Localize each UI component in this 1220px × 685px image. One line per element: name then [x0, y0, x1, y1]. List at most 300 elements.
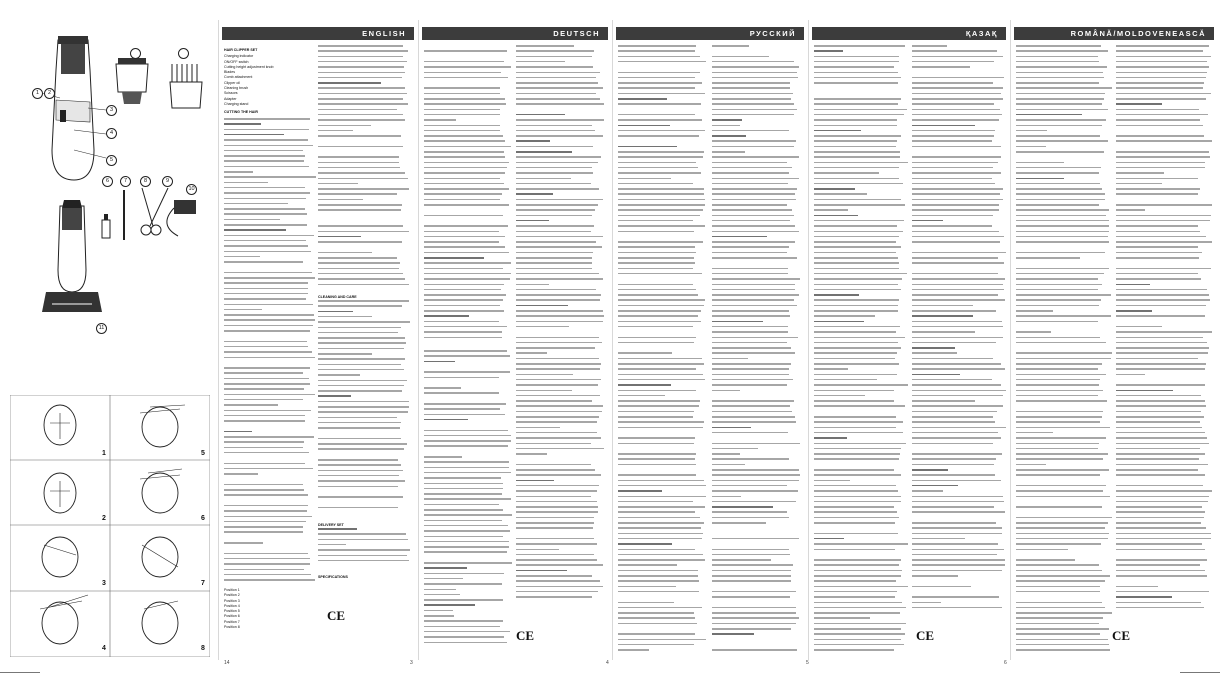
small-print-line [1116, 268, 1211, 270]
small-print-line [712, 109, 797, 111]
language-label: DEUTSCH [553, 29, 600, 38]
small-print-line [1116, 278, 1201, 280]
small-print-line [318, 411, 408, 413]
small-print-line [424, 467, 509, 469]
small-print-line [318, 82, 381, 84]
small-print-line [1116, 405, 1206, 407]
small-print-line [318, 146, 403, 148]
small-print-line [712, 443, 800, 445]
small-print-line [1016, 135, 1100, 137]
small-print-line [618, 416, 693, 418]
small-print-line [912, 352, 957, 354]
small-print-line [1016, 252, 1105, 254]
small-print-line [912, 98, 1003, 100]
small-print-line [814, 103, 898, 105]
section-heading: CUTTING THE HAIR [224, 110, 258, 115]
small-print-line [814, 241, 896, 243]
small-print-line [1016, 559, 1075, 561]
small-print-line [1116, 506, 1202, 508]
small-print-line [424, 620, 503, 622]
small-print-line [1016, 225, 1109, 227]
small-print-line [318, 162, 399, 164]
small-print-line [814, 125, 897, 127]
small-print-line [814, 146, 896, 148]
small-print-line [1016, 146, 1046, 148]
small-print-line [424, 172, 505, 174]
small-print-line [712, 77, 798, 79]
small-print-line [516, 496, 591, 498]
callout-6: 6 [102, 176, 113, 187]
small-print-line [912, 109, 1000, 111]
small-print-line [424, 241, 499, 243]
small-print-line [1116, 496, 1209, 498]
small-print-line [224, 198, 306, 200]
small-print-line [224, 330, 310, 332]
small-print-line [318, 507, 398, 509]
small-print-line [424, 371, 510, 373]
small-print-line [1016, 485, 1106, 487]
small-print-line [618, 485, 706, 487]
small-print-line [1016, 538, 1108, 540]
small-print-line [1116, 310, 1152, 312]
small-print-line [814, 72, 898, 74]
small-print-line [814, 299, 899, 301]
small-print-line [1016, 644, 1109, 646]
small-print-line [618, 342, 694, 344]
small-print-line [618, 82, 702, 84]
small-print-line [912, 538, 965, 540]
small-print-line [224, 145, 313, 147]
small-print-line [1116, 178, 1198, 180]
step-number-8: 8 [201, 645, 205, 652]
small-print-line [912, 273, 998, 275]
small-print-line [618, 623, 697, 625]
small-print-line [424, 114, 500, 116]
small-print-line [712, 236, 767, 238]
small-print-line [1016, 93, 1105, 95]
small-print-line [1016, 400, 1107, 402]
small-print-line [224, 351, 312, 353]
ce-mark: CE [1112, 628, 1131, 643]
small-print-line [224, 489, 304, 491]
small-print-line [814, 61, 899, 63]
panel-divider [218, 20, 219, 660]
small-print-line [814, 469, 894, 471]
small-print-line [1116, 591, 1209, 593]
small-print-line [618, 310, 701, 312]
small-print-line [318, 278, 405, 280]
small-print-line [516, 564, 603, 566]
small-print-line [424, 488, 503, 490]
small-print-line [424, 289, 501, 291]
small-print-line [1116, 448, 1200, 450]
small-print-line [1016, 331, 1051, 333]
small-print-line [516, 66, 593, 68]
small-print-line [1016, 379, 1100, 381]
small-print-line [516, 77, 596, 79]
setting-item: Position 1 [224, 588, 240, 592]
small-print-line [516, 225, 594, 227]
small-print-line [712, 114, 794, 116]
small-print-line [424, 98, 505, 100]
small-print-line [712, 220, 790, 222]
small-print-line [618, 220, 693, 222]
small-print-line [712, 570, 791, 572]
small-print-line [814, 209, 848, 211]
small-print-line [814, 162, 908, 164]
english-settings-list [224, 588, 316, 630]
small-print-line [618, 384, 671, 386]
small-print-line [516, 554, 594, 556]
small-print-line [912, 337, 1003, 339]
small-print-line [318, 385, 404, 387]
small-print-line [516, 421, 597, 423]
small-print-line [814, 342, 898, 344]
small-print-line [516, 178, 571, 180]
small-print-line [1016, 337, 1100, 339]
small-print-line [516, 321, 603, 323]
small-print-line [814, 564, 899, 566]
small-print-line [912, 405, 1003, 407]
small-print-line [618, 639, 706, 641]
small-print-line [424, 61, 504, 63]
small-print-line [712, 384, 787, 386]
small-print-line [912, 496, 1003, 498]
small-print-line [516, 549, 559, 551]
setting-item: Position 6 [224, 614, 240, 619]
small-print-line [224, 510, 307, 512]
small-print-line [424, 215, 503, 217]
small-print-line [1116, 570, 1205, 572]
small-print-line [912, 326, 1003, 328]
small-print-line [712, 204, 787, 206]
small-print-line [224, 203, 288, 205]
component-item: Clipper oil [224, 80, 240, 85]
small-print-line [424, 315, 469, 317]
small-print-line [712, 358, 748, 360]
small-print-line [318, 448, 404, 450]
small-print-line [516, 379, 601, 381]
small-print-line [424, 294, 506, 296]
small-print-line [516, 87, 603, 89]
small-print-line [912, 506, 994, 508]
small-print-line [318, 353, 372, 355]
small-print-line [224, 388, 304, 390]
small-print-line [1116, 50, 1203, 52]
small-print-line [912, 162, 998, 164]
small-print-line [618, 543, 672, 545]
small-print-line [712, 390, 740, 392]
small-print-line [224, 182, 268, 184]
callout-5: 5 [106, 155, 117, 166]
small-print-line [1116, 358, 1198, 360]
small-print-line [224, 431, 252, 433]
small-print-line [516, 252, 593, 254]
small-print-line [912, 225, 992, 227]
small-print-line [516, 543, 597, 545]
small-print-line [224, 118, 310, 120]
small-print-line [912, 464, 994, 466]
section-heading: CLEANING AND CARE [318, 295, 357, 299]
small-print-line [424, 636, 504, 638]
small-print-line [912, 458, 996, 460]
small-print-line [712, 156, 799, 158]
small-print-line [618, 575, 698, 577]
small-print-line [1116, 347, 1209, 349]
small-print-line [814, 543, 908, 545]
small-print-line [1116, 469, 1198, 471]
small-print-line [318, 262, 400, 264]
small-print-line [1016, 384, 1099, 386]
small-print-line [424, 262, 511, 264]
blade-illustration [112, 58, 152, 108]
small-print-line [814, 326, 900, 328]
small-print-line [1016, 299, 1101, 301]
small-print-line [318, 311, 353, 313]
small-print-line [318, 188, 409, 190]
step-number-5: 5 [201, 450, 205, 457]
small-print-line [712, 511, 787, 513]
small-print-line [1016, 209, 1109, 211]
small-print-line [318, 167, 400, 169]
small-print-line [424, 456, 462, 458]
small-print-line [912, 231, 999, 233]
small-print-line [912, 241, 1000, 243]
small-print-line [712, 284, 795, 286]
small-print-line [318, 560, 409, 562]
small-print-line [618, 607, 702, 609]
small-print-line [912, 82, 993, 84]
callout-10: 10 [186, 184, 197, 195]
small-print-line [318, 422, 401, 424]
small-print-line [1016, 310, 1053, 312]
small-print-line [424, 252, 509, 254]
small-print-line [814, 204, 905, 206]
small-print-line [1016, 416, 1102, 418]
small-print-line [1116, 517, 1204, 519]
small-print-line [618, 130, 705, 132]
small-print-line [424, 246, 505, 248]
small-print-line [814, 225, 897, 227]
small-print-line [814, 77, 901, 79]
small-print-line [618, 262, 695, 264]
small-print-line [318, 252, 372, 254]
small-print-line [224, 574, 311, 576]
small-print-line [1016, 617, 1103, 619]
small-print-line [618, 549, 695, 551]
small-print-line [814, 580, 896, 582]
small-print-line [424, 66, 511, 68]
english-column-1 [224, 45, 316, 117]
small-print-line [814, 432, 903, 434]
small-print-line [224, 341, 307, 343]
setting-item: Position 5 [224, 609, 240, 614]
small-print-line [1016, 352, 1112, 354]
small-print-line [424, 615, 454, 617]
small-print-line [712, 305, 797, 307]
small-print-line [424, 178, 500, 180]
small-print-line [1116, 162, 1205, 164]
small-print-line [318, 528, 357, 530]
small-print-line [618, 570, 698, 572]
small-print-line [224, 484, 303, 486]
small-print-line [516, 337, 599, 339]
small-print-line [618, 56, 700, 58]
small-print-line [912, 368, 1005, 370]
small-print-line [1116, 72, 1207, 74]
small-print-line [1116, 119, 1200, 121]
small-print-line [712, 490, 798, 492]
small-print-line [424, 326, 507, 328]
small-print-line [912, 56, 1003, 58]
small-print-line [516, 310, 603, 312]
small-print-line [1016, 549, 1068, 551]
small-print-line [424, 419, 468, 421]
small-print-line [424, 551, 507, 553]
small-print-line [224, 176, 316, 178]
small-print-line [618, 612, 694, 614]
small-print-line [618, 289, 696, 291]
small-print-line [912, 527, 1002, 529]
small-print-line [318, 332, 398, 334]
small-print-line [712, 315, 790, 317]
small-print-line [1116, 559, 1207, 561]
small-print-line [318, 380, 407, 382]
small-print-line [224, 542, 263, 544]
small-print-line [516, 45, 574, 47]
component-item: ON/OFF switch [224, 59, 249, 64]
small-print-line [424, 631, 510, 633]
small-print-line [224, 272, 312, 274]
small-print-line [1116, 390, 1173, 392]
small-print-line [1116, 411, 1201, 413]
small-print-line [1116, 209, 1145, 211]
small-print-line [318, 225, 403, 227]
small-print-line [814, 119, 897, 121]
small-print-line [224, 192, 310, 194]
small-print-line [318, 183, 358, 185]
small-print-line [618, 379, 705, 381]
small-print-line [712, 72, 797, 74]
small-print-line [618, 156, 703, 158]
small-print-line [912, 257, 998, 259]
small-print-line [912, 501, 1004, 503]
step-number-6: 6 [201, 515, 205, 522]
small-print-line [1116, 225, 1198, 227]
small-print-line [618, 358, 702, 360]
small-print-line [1016, 395, 1098, 397]
small-print-line [814, 506, 894, 508]
small-print-line [618, 209, 703, 211]
small-print-line [424, 530, 510, 532]
small-print-line [912, 262, 1004, 264]
small-print-line [1016, 56, 1098, 58]
small-print-line [814, 522, 895, 524]
small-print-line [1116, 172, 1164, 174]
small-print-line [516, 384, 598, 386]
panel-divider [612, 20, 613, 660]
small-print-line [224, 288, 308, 290]
small-print-line [912, 522, 996, 524]
small-print-line [516, 278, 603, 280]
small-print-line [424, 525, 508, 527]
small-print-line [224, 293, 308, 295]
small-print-line [618, 146, 677, 148]
small-print-line [1116, 140, 1212, 142]
small-print-line [224, 505, 308, 507]
small-print-line [912, 220, 943, 222]
small-print-line [618, 427, 703, 429]
small-print-line [814, 278, 902, 280]
small-print-line [318, 178, 408, 180]
small-print-line [618, 337, 696, 339]
small-print-line [224, 553, 308, 555]
small-print-line [1016, 61, 1099, 63]
small-print-line [618, 464, 696, 466]
small-print-line [712, 368, 789, 370]
small-print-line [516, 93, 596, 95]
small-print-line [424, 355, 510, 357]
small-print-line [224, 208, 305, 210]
callout-comb [178, 48, 189, 59]
small-print-line [814, 448, 901, 450]
small-print-line [912, 374, 960, 376]
callout-2: 2 [44, 88, 55, 99]
small-print-line [1116, 284, 1150, 286]
small-print-line [1116, 538, 1211, 540]
small-print-line [912, 299, 1005, 301]
small-print-line [516, 326, 569, 328]
small-print-line [1116, 156, 1210, 158]
setting-item: Position 8 [224, 625, 240, 630]
small-print-line [712, 337, 798, 339]
small-print-line [1016, 586, 1100, 588]
small-print-line [1016, 220, 1109, 222]
small-print-line [224, 516, 312, 518]
small-print-line [814, 114, 904, 116]
small-print-line [1116, 374, 1145, 376]
small-print-line [912, 172, 1001, 174]
small-print-line [618, 580, 699, 582]
small-print-line [814, 384, 908, 386]
small-print-line [814, 453, 900, 455]
small-print-line [912, 400, 975, 402]
small-print-line [1016, 448, 1098, 450]
small-print-line [424, 109, 500, 111]
small-print-line [814, 623, 906, 625]
small-print-line [712, 517, 789, 519]
small-print-line [516, 474, 601, 476]
component-item: Scissors [224, 91, 238, 96]
small-print-line [1116, 183, 1162, 185]
small-print-line [814, 421, 903, 423]
small-print-line [712, 617, 799, 619]
language-band-deutsch [422, 27, 608, 40]
small-print-line [1116, 289, 1207, 291]
small-print-line [424, 599, 503, 601]
small-print-line [1116, 326, 1162, 328]
small-print-line [1116, 400, 1205, 402]
small-print-line [1116, 167, 1205, 169]
small-print-line [516, 125, 592, 127]
small-print-line [618, 395, 665, 397]
small-print-line [516, 453, 547, 455]
small-print-line [1116, 61, 1207, 63]
small-print-line [318, 443, 407, 445]
small-print-line [318, 193, 397, 195]
small-print-line [912, 607, 1002, 609]
small-print-line [318, 77, 402, 79]
